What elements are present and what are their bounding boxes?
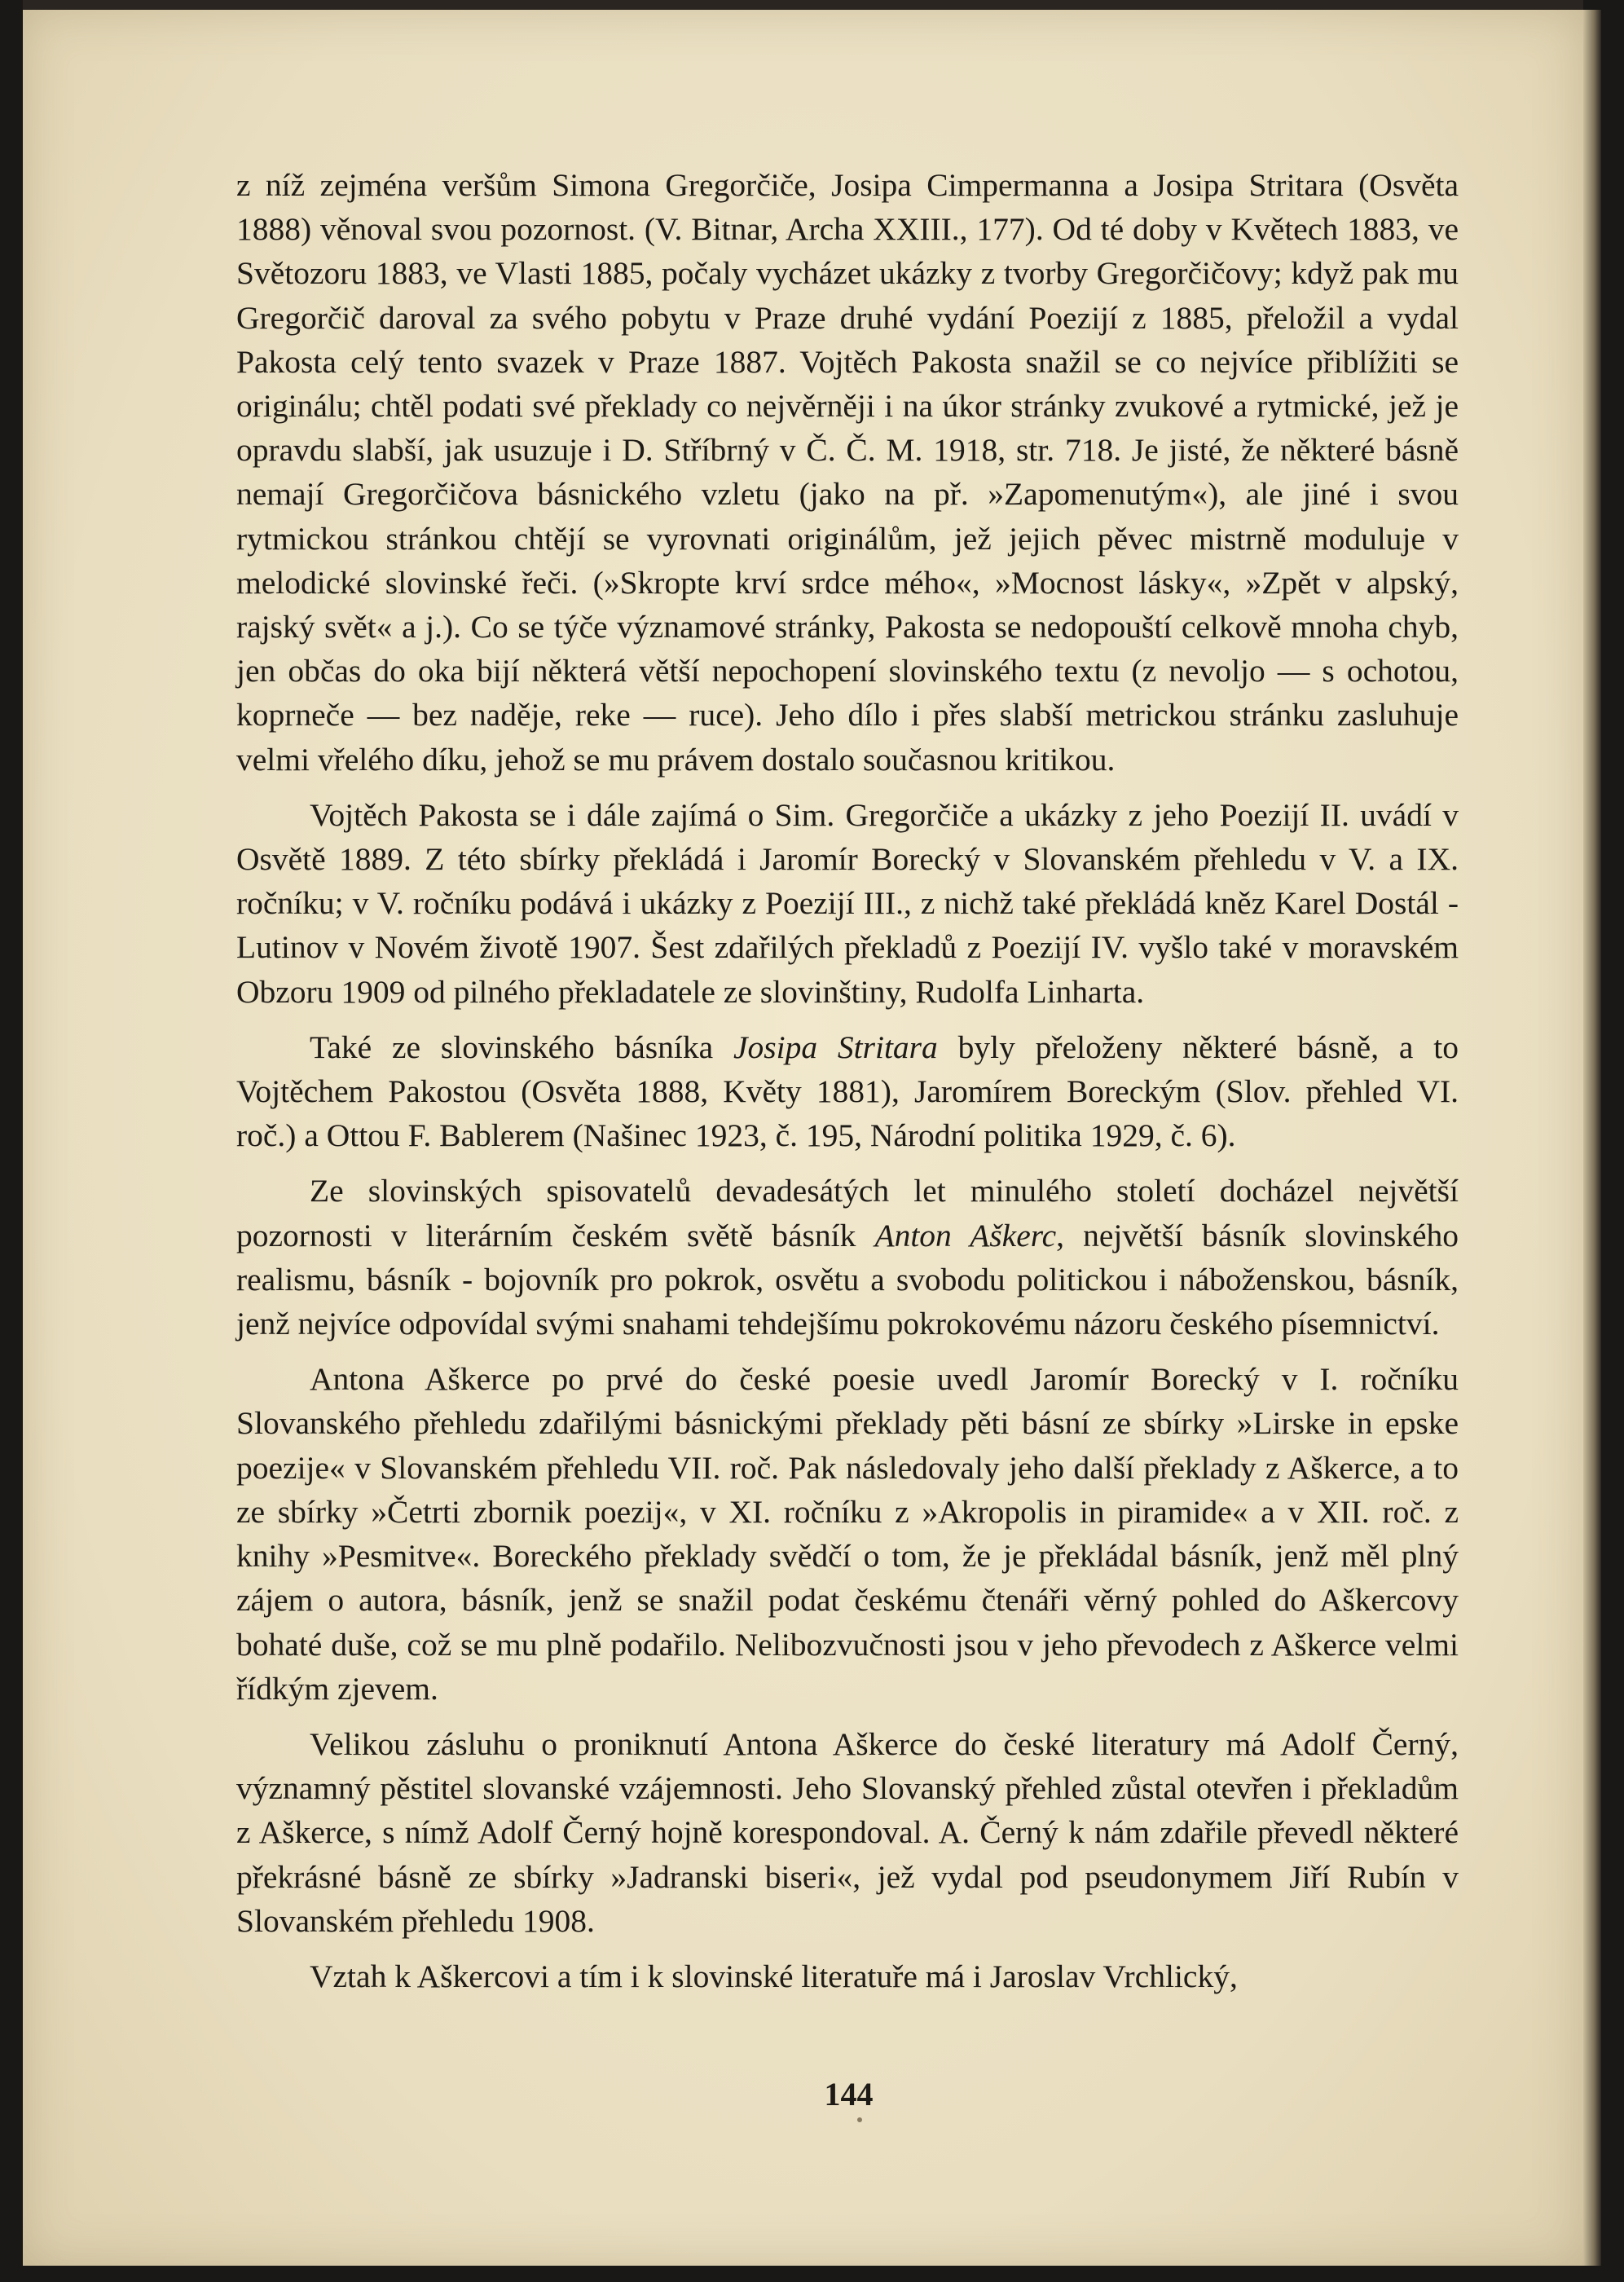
paragraph-4-italic: Anton Aškerc (874, 1217, 1057, 1253)
paragraph-3-before: Také ze slovinského básníka (310, 1029, 733, 1065)
paragraph-5: Antona Aškerce po prvé do české poesie uvedl Jaromír Borecký v I. ročníku Slovanského přehledu zdařilými básnickými překlady pěti básní ze sbírky »Lirske in epske poezije« v Slovanském přehledu VII. roč. Pak následovaly jeho další překlady z Aškerce, a to ze sbírky »Četrti zbornik poezij«, v XI. ročníku z »Akropolis in piramide« a v XII. roč. z knihy »Pesmitve«. Boreckého překlady svědčí o tom, že je překládal básník, jenž měl plný zájem o autora, básník, jenž se snažil podat českému čtenáři věrný pohled do Aškercovy bohaté duše, což se mu plně podařilo. Nelibozvučnosti jsou v jeho převodech z Aškerce velmi řídkým zjevem. (236, 1361, 1459, 1707)
paragraph-6: Velikou zásluhu o proniknutí Antona Aškerce do české literatury má Adolf Černý, významný pěstitel slovanské vzájemnosti. Jeho Slovanský přehled zůstal otevřen i překladům z Aškerce, s nímž Adolf Černý hojně korespondoval. A. Černý k nám zdařile převedl některé překrásné básně ze sbírky »Jadranski biseri«, jež vydal pod pseudonymem Jiří Rubín v Slovanském přehledu 1908. (236, 1725, 1459, 1939)
paragraph-3-italic: Josipa Stritara (733, 1029, 938, 1065)
paragraph-4 (236, 1169, 1459, 1346)
paragraph-4-after: , největší básník slovinského realismu, básník - bojovník pro pokrok, osvětu a svobodu politickou i náboženskou, básník, jenž nejvíce odpovídal svými snahami tehdejšímu pokrokovému názoru českého písemnictví. (236, 1217, 1459, 1342)
page-number: 144 (824, 2076, 874, 2112)
paragraph-4-before: Ze slovinských spisovatelů devadesátých let minulého století docházel největší pozornosti v literárním českém světě básník (236, 1173, 1459, 1253)
paragraph-3 (236, 1025, 1459, 1158)
page-edge-shadow (1583, 10, 1601, 2266)
paragraph-3-after: byly přeloženy některé básně, a to Vojtěchem Pakostou (Osvěta 1888, Květy 1881), Jaromírem Boreckým (Slov. přehled VI. roč.) a Ottou F. Bablerem (Našinec 1923, č. 195, Národní politika 1929, č. 6). (236, 1029, 1459, 1154)
paragraph-1: z níž zejména veršům Simona Gregorčiče, Josipa Cimpermanna a Josipa Stritara (Osvěta 1888) věnoval svou pozornost. (V. Bitnar, Archa XXIII., 177). Od té doby v Květech 1883, ve Světozoru 1883, ve Vlasti 1885, počaly vycházet ukázky z tvorby Gregorčičovy; když pak mu Gregorčič daroval za svého pobytu v Praze druhé vydání Poezijí z 1885, přeložil a vydal Pakosta celý tento svazek v Praze 1887. Vojtěch Pakosta snažil se co nejvíce přiblížiti se originálu; chtěl podati své překlady co nejvěrněji i na úkor stránky zvukové a rytmické, jež je opravdu slabší, jak usuzuje i D. Stříbrný v Č. Č. M. 1918, str. 718. Je jisté, že některé básně nemají Gregorčičova básnického vzletu (jako na př. »Zapomenutým«), ale jiné i svou rytmickou stránkou chtějí se vyrovnati originálům, jež jejich pěvec mistrně moduluje v melodické slovinské řeči. (»Skropte krví srdce mého«, »Mocnost lásky«, »Zpět v alpský, rajský svět« a j.). Co se týče významové stránky, Pakosta se nedopouští celkově mnoha chyb, jen občas do oka bijí některá větší nepochopení slovinského textu (z nevoljo — s ochotou, koprneče — bez naděje, reke — ruce). Jeho dílo i přes slabší metrickou stránku zasluhuje velmi vřelého díku, jehož se mu právem dostalo současnou kritikou. (236, 167, 1459, 778)
paragraph-7: Vztah k Aškercovi a tím i k slovinské literatuře má i Jaroslav Vrchlický, (310, 1958, 1238, 1994)
ink-dot (857, 2117, 862, 2122)
paragraph-2: Vojtěch Pakosta se i dále zajímá o Sim. Gregorčiče a ukázky z jeho Poezijí II. uvádí v Osvětě 1889. Z této sbírky překládá i Jaromír Borecký v Slovanském přehledu v V. a IX. ročníku; v V. ročníku podává i ukázky z Poezijí III., z nichž také překládá kněz Karel Dostál - Lutinov v Novém životě 1907. Šest zdařilých překladů z Poezijí IV. vyšlo také v moravském Obzoru 1909 od pilného překladatele ze slovinštiny, Rudolfa Linharta. (236, 796, 1459, 1010)
body-text (236, 163, 1459, 1998)
